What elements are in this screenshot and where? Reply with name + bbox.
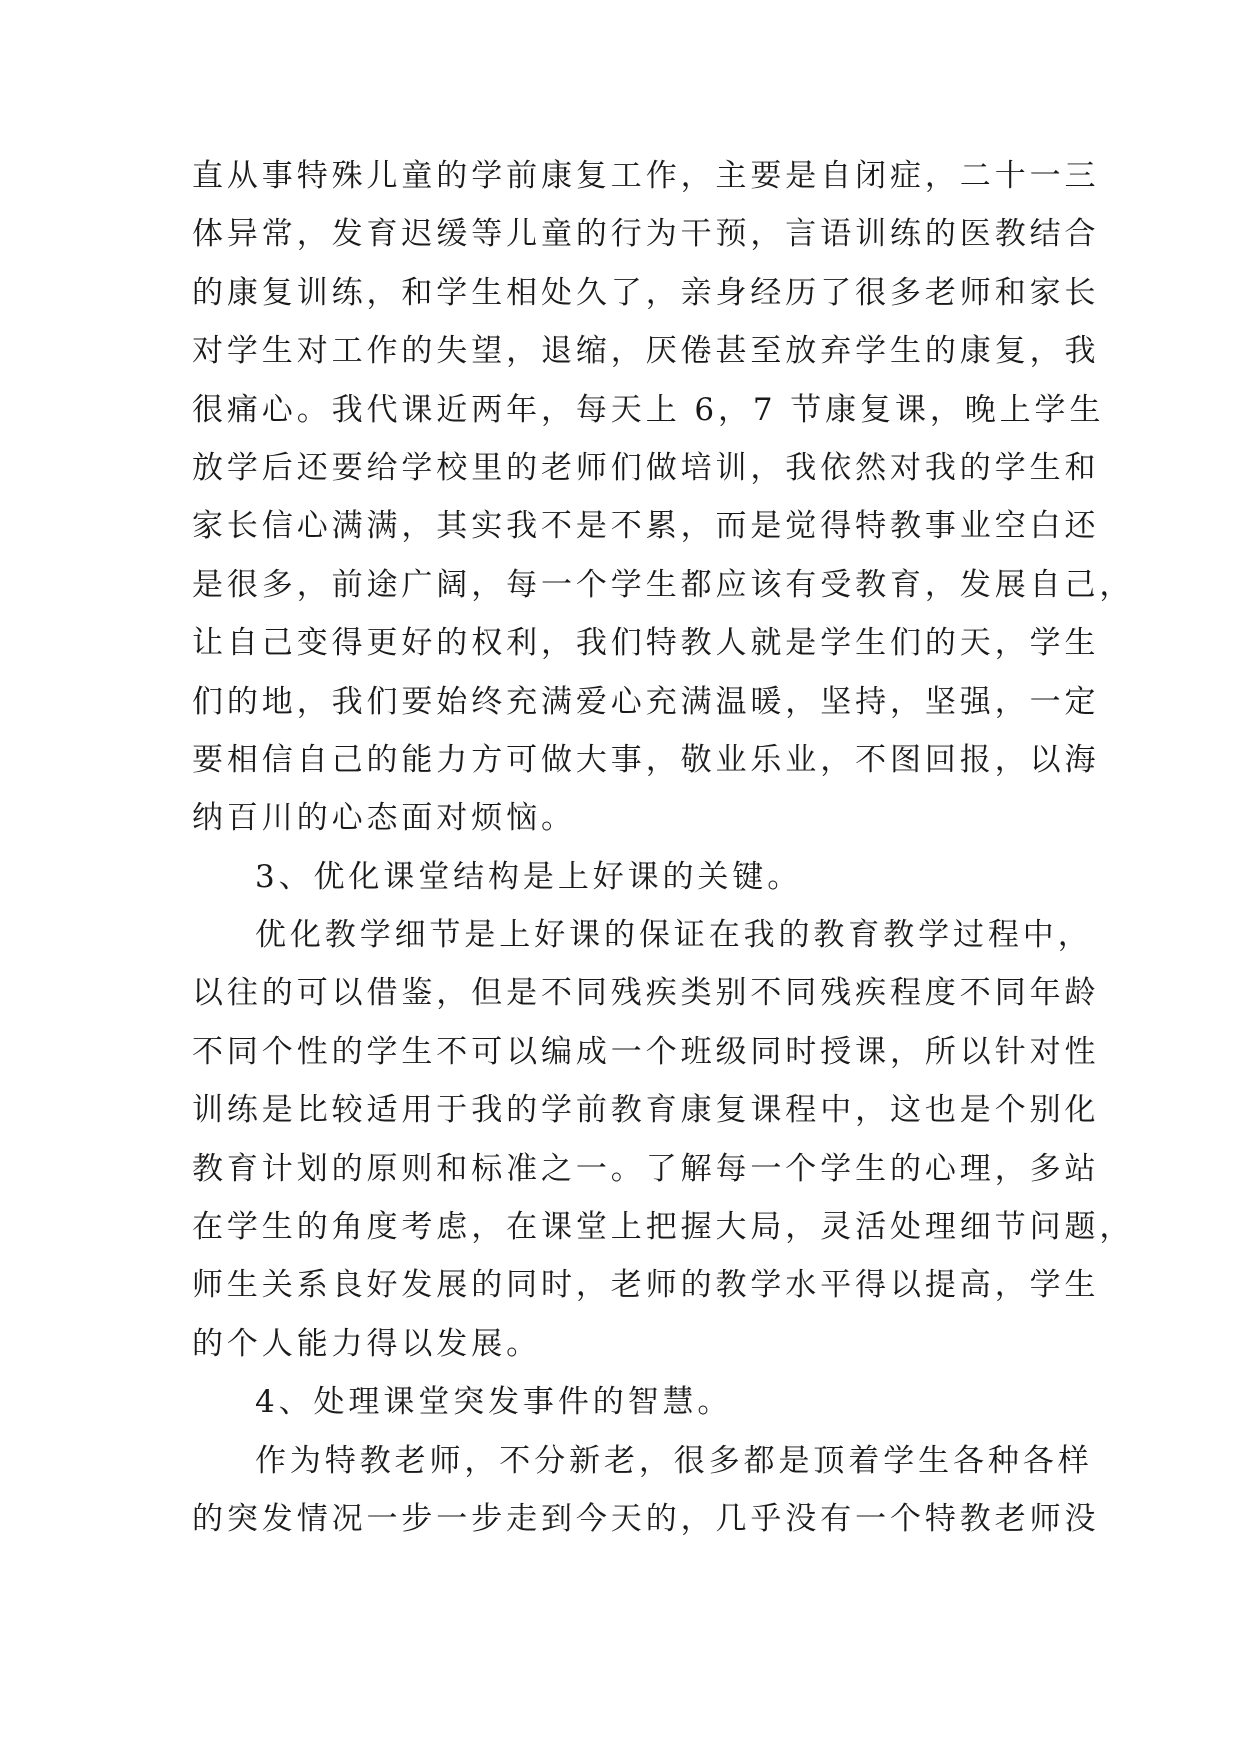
text-line: 对学生对工作的失望，退缩，厌倦甚至放弃学生的康复，我 xyxy=(192,333,1100,370)
text-line: 作为特教老师，不分新老，很多都是顶着学生各种各样 xyxy=(255,1442,1093,1479)
text-line: 优化教学细节是上好课的保证在我的教育教学过程中， xyxy=(255,917,1093,954)
text-line: 在学生的角度考虑，在课堂上把握大局，灵活处理细节问题， xyxy=(192,1209,1135,1246)
text-line: 家长信心满满，其实我不是不累，而是觉得特教事业空白还 xyxy=(192,508,1100,545)
text-line: 4、处理课堂突发事件的智慧。 xyxy=(255,1384,733,1421)
text-line: 放学后还要给学校里的老师们做培训，我依然对我的学生和 xyxy=(192,449,1100,486)
text-line: 训练是比较适用于我的学前教育康复课程中，这也是个别化 xyxy=(192,1092,1100,1129)
text-line: 师生关系良好发展的同时，老师的教学水平得以提高，学生 xyxy=(192,1267,1100,1304)
text-line: 直从事特殊儿童的学前康复工作，主要是自闭症，二十一三 xyxy=(192,158,1100,194)
text-line: 纳百川的心态面对烦恼。 xyxy=(192,800,576,837)
text-line: 以往的可以借鉴，但是不同残疾类别不同残疾程度不同年龄 xyxy=(192,975,1100,1012)
text-line: 是很多，前途广阔，每一个学生都应该有受教育，发展自己， xyxy=(192,566,1135,603)
text-line: 的个人能力得以发展。 xyxy=(192,1325,541,1362)
text-line: 不同个性的学生不可以编成一个班级同时授课，所以针对性 xyxy=(192,1033,1100,1070)
text-line: 们的地，我们要始终充满爱心充满温暖，坚持，坚强，一定 xyxy=(192,683,1100,720)
document-body xyxy=(192,147,1135,1548)
text-line: 的突发情况一步一步走到今天的，几乎没有一个特教老师没 xyxy=(192,1500,1100,1537)
text-line: 让自己变得更好的权利，我们特教人就是学生们的天，学生 xyxy=(192,625,1100,662)
text-line: 很痛心。我代课近两年，每天上 6，7 节康复课，晚上学生 xyxy=(192,391,1105,428)
text-line: 的康复训练，和学生相处久了，亲身经历了很多老师和家长 xyxy=(192,274,1100,311)
text-line: 3、优化课堂结构是上好课的关键。 xyxy=(255,858,803,895)
text-line: 体异常，发育迟缓等儿童的行为干预，言语训练的医教结合 xyxy=(192,216,1100,253)
text-line: 要相信自己的能力方可做大事，敬业乐业，不图回报，以海 xyxy=(192,741,1100,778)
text-line: 教育计划的原则和标准之一。了解每一个学生的心理，多站 xyxy=(192,1150,1100,1187)
